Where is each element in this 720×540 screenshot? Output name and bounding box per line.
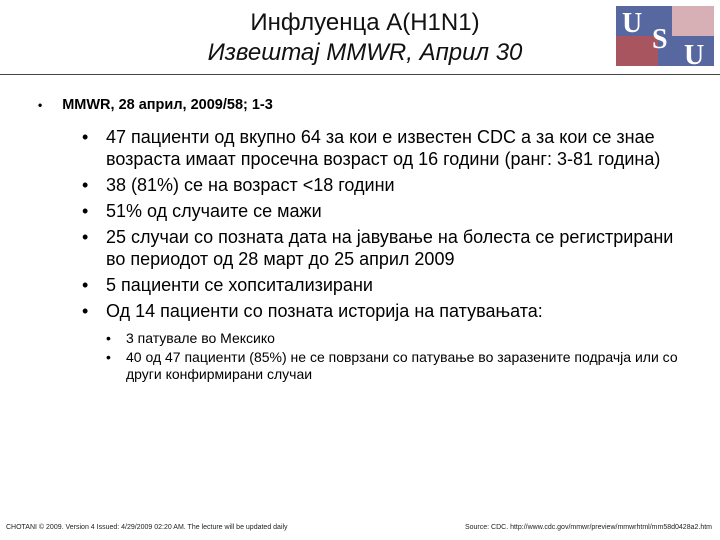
list-item	[82, 200, 682, 222]
bullet-dot: •	[82, 301, 89, 321]
usu-logo	[612, 2, 718, 70]
bullet-text: 51% од случаите се мажи	[106, 201, 322, 221]
main-bullet-list	[82, 126, 682, 387]
heading-text: MMWR, 28 април, 2009/58; 1-3	[62, 97, 273, 113]
list-item	[82, 174, 682, 196]
svg-text:U: U	[684, 40, 705, 70]
svg-text:U: U	[622, 8, 643, 39]
sub-bullet-text: 40 од 47 пациенти (85%) не се поврзани со патување во заразените подрачја или со други конфирмирани случаи	[126, 349, 678, 382]
sub-bullet-dot: •	[106, 330, 111, 346]
slide-title	[150, 8, 580, 68]
list-item	[82, 274, 682, 296]
source-heading	[38, 97, 273, 113]
title-line-2: Извештај MMWR, Април 30	[207, 39, 523, 66]
bullet-text: 5 пациенти се хопситализирани	[106, 275, 373, 295]
title-line-1: Инфлуенца A(H1N1)	[250, 9, 480, 36]
sub-bullet-text: 3 патувале во Мексико	[126, 330, 275, 346]
title-divider	[0, 74, 720, 75]
sub-bullet-dot: •	[106, 349, 111, 365]
svg-text:S: S	[652, 24, 668, 55]
bullet-dot: •	[82, 175, 89, 195]
bullet-dot: •	[82, 275, 89, 295]
bullet-dot: •	[82, 127, 89, 147]
sub-bullet-list	[106, 330, 682, 383]
bullet-text: 25 случаи со позната дата на јавување на болеста се регистрирани во периодот од 28 март до 25 април 2009	[106, 227, 674, 269]
bullet-text: 47 пациенти од вкупно 64 за кои е известен CDC а за кои се знае возраста имаат просечна возраст од 16 години (ранг: 3-81 година)	[106, 127, 661, 169]
footer-source-link[interactable]: Source: CDC. http://www.cdc.gov/mmwr/preview/mmwrhtml/mm58d0428a2.htm	[464, 524, 712, 531]
footer-copyright: CHOTANI © 2009. Version 4 Issued: 4/29/2009 02:20 AM. The lecture will be updated daily	[6, 524, 288, 531]
sub-list-item	[106, 330, 682, 347]
bullet-text: Од 14 пациенти со позната историја на патувањата:	[106, 301, 543, 321]
heading-bullet: •	[38, 98, 43, 112]
list-item	[82, 300, 682, 383]
bullet-dot: •	[82, 201, 89, 221]
bullet-dot: •	[82, 227, 89, 247]
bullet-text: 38 (81%) се на возраст <18 години	[106, 175, 395, 195]
sub-list-item	[106, 349, 682, 383]
list-item	[82, 126, 682, 170]
list-item	[82, 226, 682, 270]
